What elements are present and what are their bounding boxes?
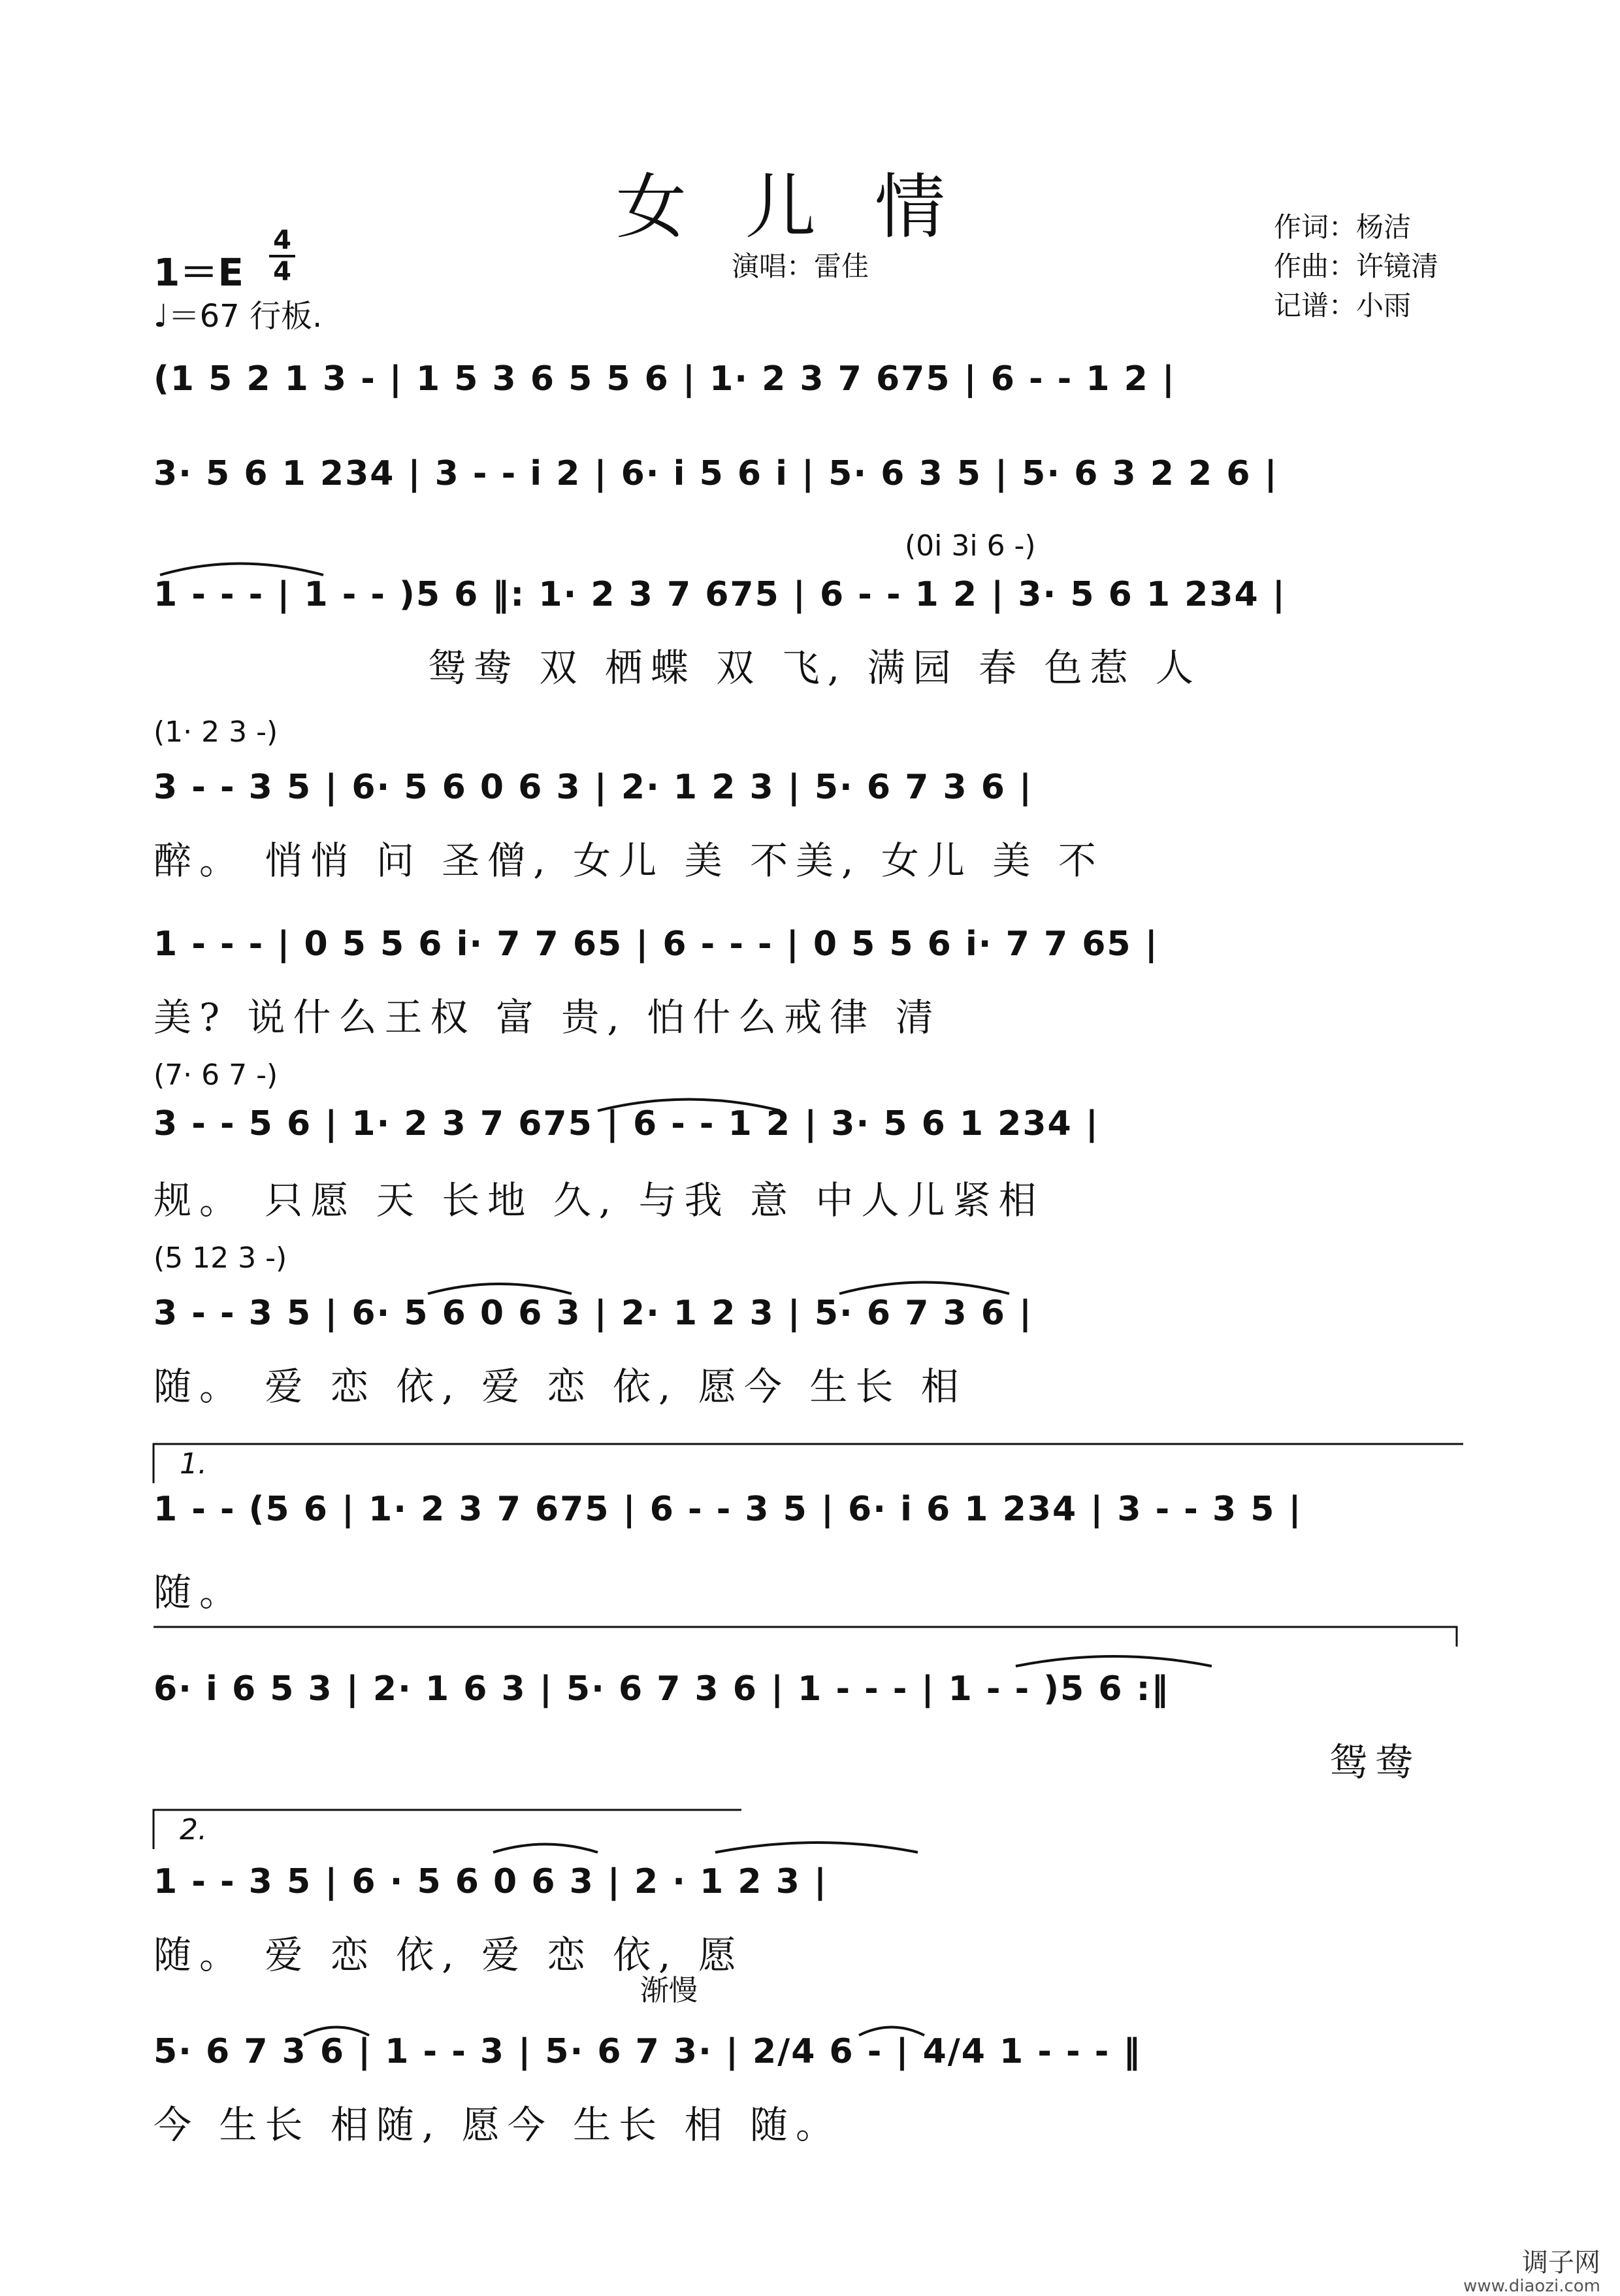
- time-signature: [269, 227, 295, 285]
- ending-number: 1.: [180, 1447, 207, 1481]
- notation-line: 1 - - - | 0 5 5 6 i· 7 7 65 | 6 - - - | 0 5 5 6 i· 7 7 65 |: [154, 925, 1159, 964]
- notation-line: 3 - - 3 5 | 6· 5 6 0 6 3 | 2· 1 2 3 | 5· 6 7 3 6 |: [154, 1294, 1033, 1333]
- lyrics-line: 鸳鸯 双 栖蝶 双 飞, 满园 春 色惹 人: [428, 646, 1201, 690]
- notation-line: 3 - - 3 5 | 6· 5 6 0 6 3 | 2· 1 2 3 | 5· 6 7 3 6 |: [154, 768, 1033, 807]
- score-row: [154, 715, 1486, 883]
- alt-phrase-annotation: (5 12 3 -): [154, 1241, 287, 1275]
- alt-phrase-annotation: (1· 2 3 -): [154, 715, 278, 749]
- site-watermark: 调子网: [1522, 2248, 1600, 2278]
- score-row: [154, 1967, 1486, 2147]
- lyrics-line: 随。 爱 恋 依, 爱 恋 依, 愿今 生长 相: [154, 1364, 967, 1409]
- ending-number: 2.: [180, 1813, 207, 1846]
- lyrics-line: 今 生长 相随, 愿今 生长 相 随。: [154, 2103, 842, 2147]
- score-row: [154, 918, 1486, 1040]
- alt-phrase-annotation: (7· 6 7 -): [154, 1058, 278, 1092]
- tempo-change-annotation: 渐慢: [640, 1974, 698, 2007]
- score-row: [154, 529, 1486, 690]
- song-title: 女儿情: [615, 167, 1004, 248]
- notation-line: 1 - - 3 5 | 6 · 5 6 0 6 3 | 2 · 1 2 3 |: [154, 1862, 828, 1901]
- site-url[interactable]: www.diaozi.com: [1463, 2276, 1600, 2296]
- score-row: [154, 1241, 1486, 1409]
- score-row: [154, 1058, 1486, 1222]
- lyricist-credit: 作词：杨洁: [1274, 211, 1412, 243]
- notation-line: 3 - - 5 6 | 1· 2 3 7 675 | 6 - - 1 2 | 3· 5 6 1 234 |: [154, 1104, 1099, 1143]
- tempo-marking: ♩＝67 行板.: [154, 298, 323, 335]
- score-row: [154, 353, 1486, 444]
- notation-line: 5· 6 7 3 6 | 1 - - 3 | 5· 6 7 3· | 2/4 6 - | 4/4 1 - - - ‖: [154, 2032, 1142, 2071]
- lyrics-line: 随。 爱 恋 依, 爱 恋 依, 愿: [154, 1933, 744, 1977]
- score-row: [154, 1803, 1486, 1977]
- score-row: [154, 1620, 1486, 1784]
- lyrics-line: 鸳鸯: [1329, 1740, 1421, 1784]
- score-row: [154, 448, 1486, 539]
- notation-line: 1 - - (5 6 | 1· 2 3 7 675 | 6 - - 3 5 | 6· i 6 1 234 | 3 - - 3 5 |: [154, 1490, 1303, 1529]
- notation-line: 1 - - - | 1 - - )5 6 ‖: 1· 2 3 7 675 | 6 - - 1 2 | 3· 5 6 1 234 |: [154, 575, 1286, 614]
- time-signature-top: 4: [273, 225, 291, 255]
- key-signature: 1＝E: [154, 250, 244, 295]
- notation-line: 6· i 6 5 3 | 2· 1 6 3 | 5· 6 7 3 6 | 1 - - - | 1 - - )5 6 :‖: [154, 1669, 1170, 1709]
- composer-credit: 作曲：许镜清: [1274, 250, 1439, 282]
- singer-credit: 演唱：雷佳: [732, 250, 869, 282]
- lyrics-line: 醉。 悄悄 问 圣僧, 女儿 美 不美, 女儿 美 不: [154, 838, 1104, 883]
- alt-phrase-annotation: (0i 3i 6 -): [905, 529, 1036, 563]
- notation-line: (1 5 2 1 3 - | 1 5 3 6 5 5 6 | 1· 2 3 7 675 | 6 - - 1 2 |: [154, 359, 1176, 399]
- lyrics-line: 美? 说什么王权 富 贵, 怕什么戒律 清: [154, 995, 941, 1040]
- time-signature-bottom: 4: [273, 257, 291, 287]
- lyrics-line: 规。 只愿 天 长地 久, 与我 意 中人儿紧相: [154, 1178, 1045, 1222]
- notation-line: 3· 5 6 1 234 | 3 - - i 2 | 6· i 5 6 i | 5· 6 3 5 | 5· 6 3 2 2 6 |: [154, 454, 1278, 493]
- transcriber-credit: 记谱：小雨: [1274, 289, 1412, 321]
- lyrics-line: 随。: [154, 1570, 246, 1615]
- score-row: [154, 1437, 1486, 1615]
